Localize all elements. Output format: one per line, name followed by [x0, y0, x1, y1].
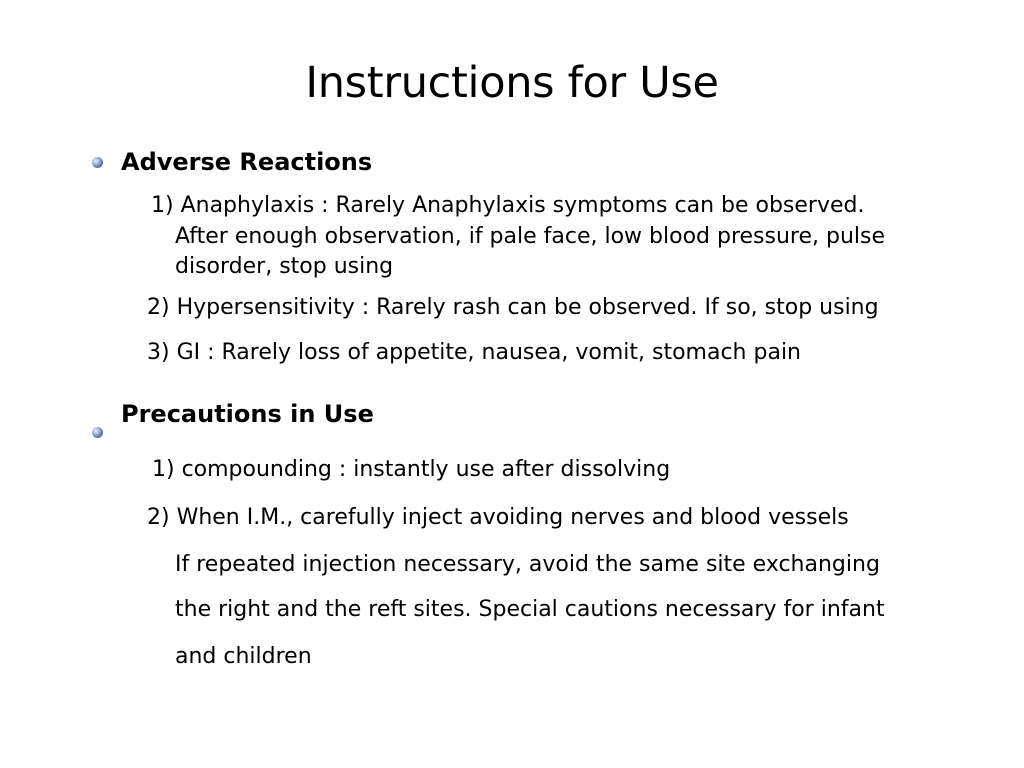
bullet-icon	[92, 157, 103, 168]
precaution-line: the right and the reft sites. Special cautions necessary for infant	[175, 597, 885, 622]
section-heading-adverse-reactions: Adverse Reactions	[121, 148, 373, 176]
adverse-reaction-line: disorder, stop using	[175, 254, 394, 279]
adverse-reaction-line: After enough observation, if pale face, low blood pressure, pulse	[175, 224, 886, 249]
precaution-line: If repeated injection necessary, avoid the same site exchanging	[175, 552, 880, 577]
bullet-icon	[92, 427, 103, 438]
section-heading-precautions-in-use: Precautions in Use	[121, 400, 374, 428]
adverse-reaction-line: 2) Hypersensitivity : Rarely rash can be observed. If so, stop using	[147, 295, 879, 320]
precaution-line: 2) When I.M., carefully inject avoiding nerves and blood vessels	[147, 505, 849, 530]
precaution-line: and children	[175, 644, 312, 669]
adverse-reaction-line: 3) GI : Rarely loss of appetite, nausea, vomit, stomach pain	[147, 340, 801, 365]
precaution-line: 1) compounding : instantly use after dissolving	[152, 457, 671, 482]
adverse-reaction-line: 1) Anaphylaxis : Rarely Anaphylaxis symptoms can be observed.	[151, 193, 865, 218]
slide-title: Instructions for Use	[305, 58, 719, 108]
